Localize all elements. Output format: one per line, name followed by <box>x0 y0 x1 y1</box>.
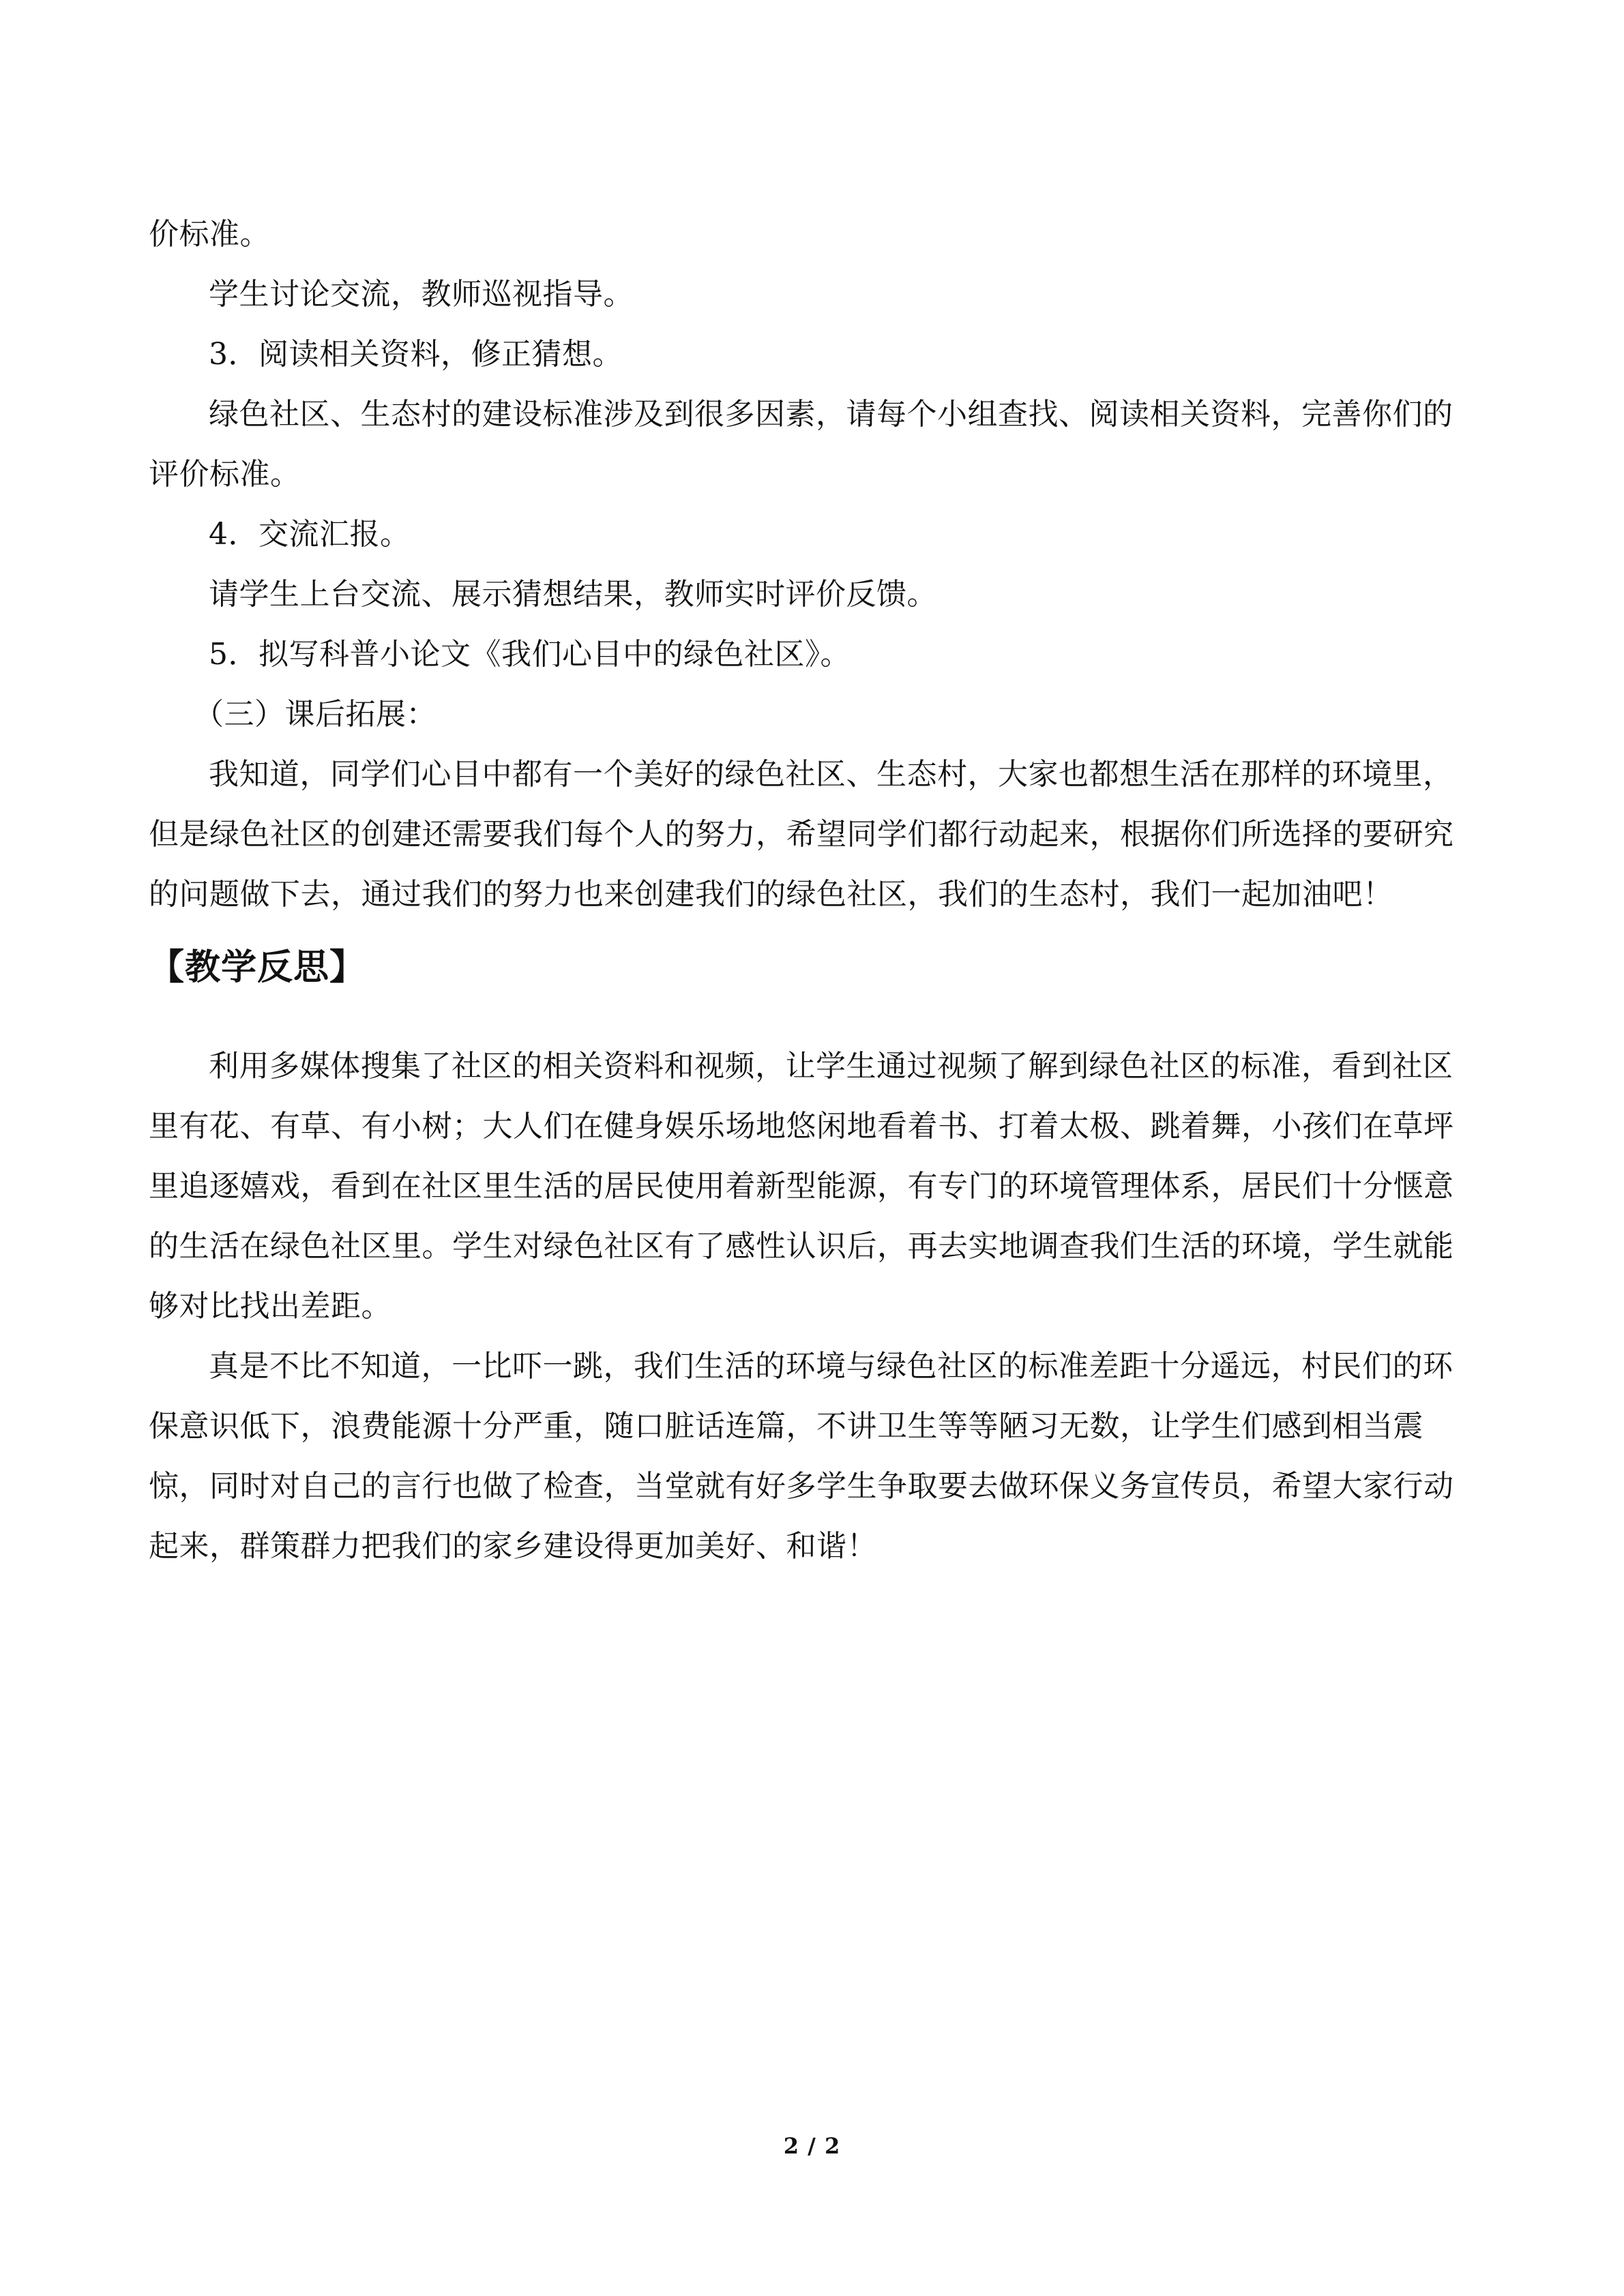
paragraph: 5．拟写科普小论文《我们心目中的绿色社区》。 <box>209 637 851 672</box>
paragraphs-bottom <box>149 1037 1458 1577</box>
paragraph: 3．阅读相关资料，修正猜想。 <box>209 337 623 372</box>
document-body <box>149 205 1458 1577</box>
paragraph: 利用多媒体搜集了社区的相关资料和视频，让学生通过视频了解到绿色社区的标准，看到社区里有花、有草、有小树；大人们在健身娱乐场地悠闲地看着书、打着太极、跳着舞，小孩们在草坪里追逐嬉戏，看到在社区里生活的居民使用着新型能源，有专门的环境管理体系，居民们十分惬意的生活在绿色社区里。学生对绿色社区有了感性认识后，再去实地调查我们生活的环境，学生就能够对比找出差距。 <box>149 1049 1454 1324</box>
paragraphs-top <box>149 205 1458 925</box>
paragraph: 请学生上台交流、展示猜想结果，教师实时评价反馈。 <box>209 577 937 612</box>
paragraph: 真是不比不知道，一比吓一跳，我们生活的环境与绿色社区的标准差距十分遥远，村民们的环保意识低下，浪费能源十分严重，随口脏话连篇，不讲卫生等等陋习无数，让学生们感到相当震惊，同时对自己的言行也做了检查，当堂就有好多学生争取要去做环保义务宣传员，希望大家行动起来，群策群力把我们的家乡建设得更加美好、和谐！ <box>149 1349 1454 1564</box>
paragraph: 价标准。 <box>149 217 270 252</box>
paragraph: 学生讨论交流，教师巡视指导。 <box>209 277 634 312</box>
paragraph: 绿色社区、生态村的建设标准涉及到很多因素，请每个小组查找、阅读相关资料，完善你们的评价标准。 <box>149 397 1453 492</box>
section-heading: 【教学反思】 <box>149 947 366 988</box>
paragraph: 4．交流汇报。 <box>209 517 411 552</box>
page-number: 2 / 2 <box>783 2133 841 2159</box>
paragraph: （三）课后拓展： <box>194 697 437 732</box>
paragraph: 我知道，同学们心目中都有一个美好的绿色社区、生态村，大家也都想生活在那样的环境里，但是绿色社区的创建还需要我们每个人的努力，希望同学们都行动起来，根据你们所选择的要研究的问题做下去，通过我们的努力也来创建我们的绿色社区，我们的生态村，我们一起加油吧！ <box>149 757 1454 912</box>
